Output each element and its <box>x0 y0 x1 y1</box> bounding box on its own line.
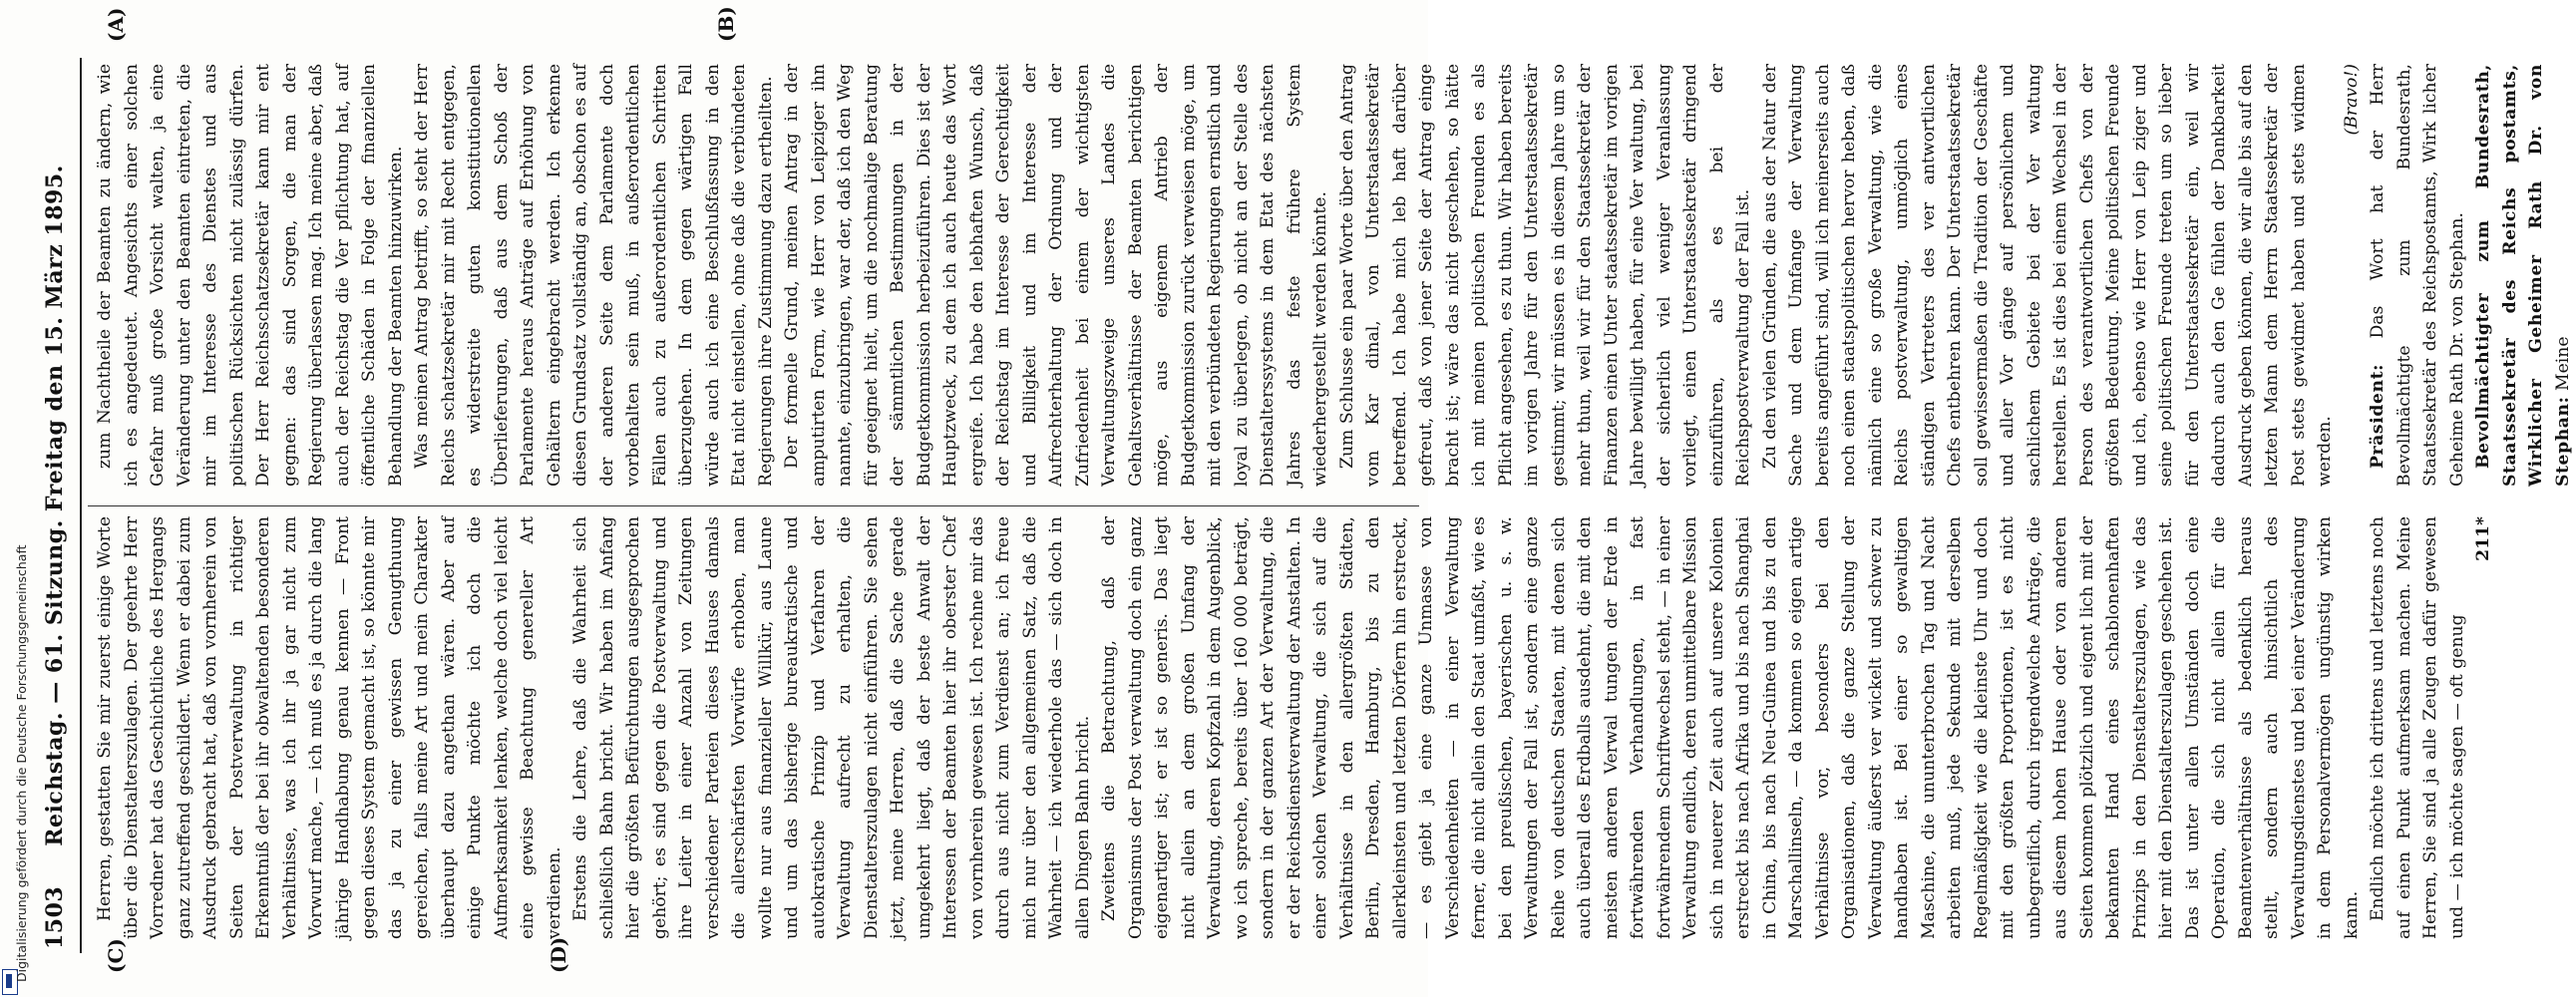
paragraph: Herren, gestatten Sie mir zuerst einige Worte über die Dienstalterszulagen. Der geehrte Herr Vorredner hat das Geschichtliche des Hergangs ganz zutreffend geschildert. Wenn er dabei zum Ausdruck gebracht hat, daß von vornherein von Seiten der Postverwaltung in richtiger Erkenntniß der bei ihr obwaltenden besonderen Verhältnisse, was ich ihr ja gar nicht zum Vorwurf mache, — ich muß es ja durch die lang jährige Handhabung genau kennen — Front gegen dieses System gemacht ist, so könnte mir das ja zu einer gewissen Genugthuung gereichen, falls meine Art und mein Charakter überhaupt dazu angethan wären. Aber auf einige Punkte möchte ich doch die Aufmerksamkeit lenken, welche doch viel leicht eine gewisse Beachtung genereller Art verdienen. <box>95 516 564 939</box>
speech-text: Das Wort hat der Herr Bevollmächtigte zum Bundesrath, Staatssekretär des Reichspostamts, Wirk licher Geheime Rath Dr. von Stephan. <box>2368 64 2467 487</box>
column-divider <box>88 505 1419 506</box>
margin-mark-a: (A) <box>104 7 128 42</box>
right-column <box>92 64 2573 487</box>
header-rule <box>80 58 82 953</box>
paragraph: zum Nachtheile der Beamten zu ändern, wie ich es angedeutet. Angesichts einer solchen Gefahr muß große Vorsicht walten, ja eine Veränderung unter den Beamten eintreten, die mir im Interesse des Dienstes und aus politischen Rücksichten nicht zulässig dürfen. Der Herr Reichsschatzsekretär kann mir ent gegnen: das sind Sorgen, die man der Regierung überlassen mag. Ich meine aber, daß auch der Reichstag die Ver pflichtung hat, auf öffentliche Schäden in Folge der finanziellen Behandlung der Beamten hinzuwirken. <box>95 64 406 487</box>
paragraph: Zu den vielen Gründen, die aus der Natur der Sache und dem Umfange der Verwaltung bereits angeführt sind, will ich meinerseits auch noch einen staatspolitischen hervor heben, daß nämlich eine so große Verwaltung, wie die Reichs postverwaltung, unmöglich eines ständigen Vertreters des ver antwortlichen Chefs entbehren kann. Der Unterstaatssekretär soll gewissermaßen die Tradition der Geschäfte und aller Vor gänge auf persönlichem und sachlichem Gebiete bei der Ver waltung herstellen. Es ist dies bei einem Wechsel in der Person des verantwortlichen Chefs von der größten Bedeutung. Meine politischen Freunde und ich, ebenso wie Herr von Leip ziger und seine politischen Freunde treten um so lieber für den Unterstaatssekretär ein, weil wir dadurch auch den Ge fühlen der Dankbarkeit Ausdruck geben können, die wir alle bis auf den letzten Mann dem Herrn Staatssekretär der Post stets gewidmet haben und stets widmen werden. <box>1759 64 2335 487</box>
paragraph: Was meinen Antrag betrifft, so steht der Herr Reichs schatzsekretär mir mit Recht entgegen, es widerstreite guten konstitutionellen Überlieferungen, daß aus dem Schoß der Parlamente heraus Anträge auf Erhöhung von Gehältern eingebracht werden. Ich erkenne diesen Grundsatz vollständig an, obschon es auf der anderen Seite dem Parlamente doch vorbehalten sein muß, in außerordentlichen Fällen auch zu außerordentlichen Schritten überzugehen. In dem gegen wärtigen Fall würde auch ich eine Beschlußfassung in den Etat nicht einstellen, ohne daß die verbündeten Regierungen ihre Zustimmung dazu ertheilten. <box>412 64 776 487</box>
left-column <box>92 516 2493 939</box>
page-header <box>36 62 76 949</box>
signature-mark: 211* <box>2473 516 2493 561</box>
margin-mark-b: (B) <box>714 6 738 42</box>
paragraph: Der formelle Grund, meinen Antrag in der amputirten Form, wie Herr von Leipziger ihn nannte, einzubringen, war der, daß ich den Weg für geeignet hielt, um die nochmalige Beratung der sämmtlichen Bestimmungen in der Budgetkommission herbeizuführen. Dies ist der Hauptzweck, zu dem ich auch heute das Wort ergreife. Ich habe den lebhaften Wunsch, daß der Reichstag im Interesse der Gerechtigkeit und Billigkeit und im Interesse der Aufrechterhaltung der Ordnung und der Zufriedenheit bei einem der wichtigsten Verwaltungszweige unseres Landes die Gehaltsverhältnisse der Beamten berichtigen möge, aus eigenem Antrieb der Budgetkommission zurück verweisen möge, um mit den verbündeten Regierungen ernstlich und loyal zu überlegen, ob nicht an der Stelle des Dienstalterssystems in dem Etat des nächsten Jahres das feste frühere System wiederhergestellt werden könnte. <box>782 64 1330 487</box>
digitization-note: Digitalisierung gefördert durch die Deutsche Forschungsgemeinschaft <box>14 544 29 982</box>
speech-text: Meine <box>2552 336 2573 397</box>
speaker-name: Bevollmächtigter zum Bundesrath, Staatssekretär des Reichs postamts, Wirklicher Geheimer Rath Dr. von Stephan: <box>2473 64 2573 487</box>
margin-mark-d: (D) <box>547 936 570 973</box>
speaker-name: Präsident: <box>2368 363 2388 469</box>
paragraph: Endlich möchte ich drittens und letztens noch auf einen Punkt aufmerksam machen. Meine Herren, Sie sind ja alle Zeugen dafür gewesen und — ich möchte sagen — oft genug <box>2368 516 2467 939</box>
page-number: 1503 <box>42 885 68 949</box>
paragraph: Erstens die Lehre, daß die Wahrheit sich schließlich Bahn bricht. Wir haben im Anfang hier die größten Befürchtungen ausgesprochen gehört; es sind gegen die Postverwaltung und ihre Leiter in einer Anzahl von Zeitungen verschiedener Parteien dieses Hauses damals die allerschärfsten Vorwürfe erhoben, man wollte nur aus finanzieller Willkür, aus Laune und um das bisherige bureaukratische und autokratische Prinzip und Verfahren der Verwaltung aufrecht zu erhalten, die Dienstalterszulagen nicht einführen. Sie sehen jetzt, meine Herren, daß die Sache gerade umgekehrt liegt, daß der beste Anwalt der Interessen der Beamten hier ihr oberster Chef von vornherein gewesen ist. Ich rechne mir das durch aus nicht zum Verdienst an; ich freue mich nur über den allgemeinen Satz, daß die Wahrheit — ich wiederhole das — sich doch in allen Dingen Bahn bricht. <box>570 516 1093 939</box>
paragraph: Zum Schlusse ein paar Worte über den Antrag vom Kar dinal, von Unterstaatssekretär betreffend. Ich habe mich leb haft darüber gefreut, daß von jener Seite der Antrag einge bracht ist; wäre das nicht geschehen, so hätte ich mit meinen politischen Freunden es als Pflicht angesehen, es zu thun. Wir haben bereits im vorigen Jahre für den Unterstaatssekretär gestimmt; wir müssen es in diesem Jahre um so mehr thun, weil wir für den Staatssekretär der Finanzen einen Unter staatssekretär im vorigen Jahre bewilligt haben, für eine Ver waltung, bei der sicherlich viel weniger Veranlassung vorliegt, einen Unterstaatssekretär dringend einzuführen, als es bei der Reichspostverwaltung der Fall ist. <box>1336 64 1753 487</box>
margin-mark-c: (C) <box>104 938 128 973</box>
speech-paragraph <box>2365 64 2470 487</box>
page-title: Reichstag. — 61. Sitzung. Freitag den 15. März 1895. <box>42 165 68 846</box>
speech-paragraph <box>2470 64 2576 487</box>
stage-direction: (Bravo!) <box>2341 64 2362 136</box>
paragraph: Zweitens die Betrachtung, daß der Organismus der Post verwaltung doch ein ganz eigenartiger ist; er ist so generis. Das liegt nicht allein an dem großen Umfang der Verwaltung, deren Kopfzahl in dem Augenblick, wo ich spreche, bereits über 160 000 beträgt, sondern in der ganzen Art der Verwaltung, die er der Reichsdienstverwaltung der Anstalten. In einer solchen Verwaltung, die sich auf die Verhältnisse in den allergrößten Städten, Berlin, Dresden, Hamburg, bis zu den allerkleinsten und letzten Dörfern hin erstreckt, — es giebt ja eine ganze Unmasse von Verschiedenheiten — in einer Verwaltung ferner, die nicht allein den Staat umfaßt, wie es bei den preußischen, bayerischen u. s. w. Verwaltungen der Fall ist, sondern eine ganze Reihe von deutschen Staaten, mit denen sich auch überall des Erdballs ausdehnt, die mit den meisten anderen Verwal tungen der Erde in fortwährenden Verhandlungen, in fast fortwährendem Schriftwechsel steht, — in einer Verwaltung endlich, deren unmittelbare Mission sich in neuerer Zeit auch auf unsere Kolonien erstreckt bis nach Afrika und bis nach Shanghai in China, bis nach Neu-Guinea und bis zu den Marschallinseln, — da kommen so eigen artige Verhältnisse vor, besonders bei den Organisationen, daß die ganze Stellung der Verwaltung äußerst ver wickelt und schwer zu handhaben ist. Bei einer so gewaltigen Maschine, die ununterbrochen Tag und Nacht arbeiten muß, jede Sekunde mit derselben Regelmäßigkeit wie die kleinste Uhr und doch mit den größten Proportionen, ist es nicht unbegreiflich, durch irgendwelche Anträge, die aus diesem hohen Hause oder von anderen Seiten kommen plötzlich und eigent lich mit der bekannten Hand eines schablonenhaften Prinzips in den Dienstalterszulagen, wie das hier mit den Dienstalterszulagen geschehen ist. Das ist unter allen Umständen doch eine Operation, die sich nicht allein für die Beamtenverhältnisse als bedenklich heraus stellt, sondern auch hinsichtlich des Verwaltungsdienstes und bei einer Veränderung in dem Personalvermögen ungünstig wirken kann. <box>1099 516 2362 939</box>
